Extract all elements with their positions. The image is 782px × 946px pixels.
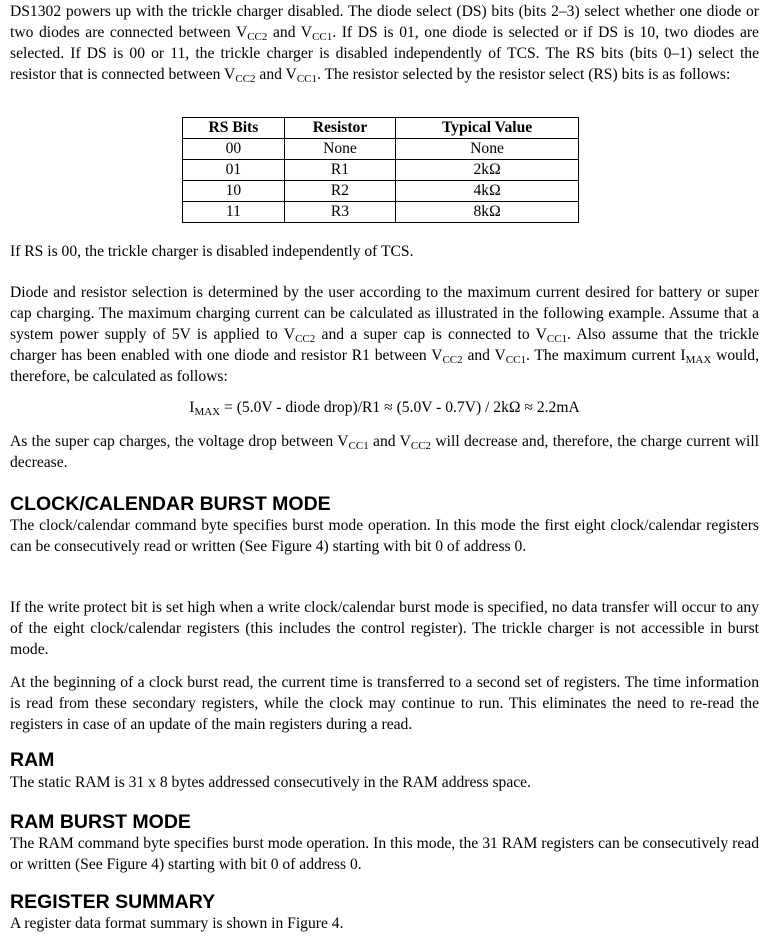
text-run: . Also assume that the trickle charger has been enabled with one diode and resistor R1 between V	[10, 326, 759, 364]
table-header-row	[183, 118, 579, 139]
table-cell: 2kΩ	[396, 160, 579, 181]
text-run: . The resistor selected by the resistor select (RS) bits is as follows:	[317, 66, 731, 83]
subscript-text: MAX	[194, 406, 221, 418]
section-heading-ram: RAM	[10, 749, 55, 771]
subscript-text: MAX	[685, 354, 712, 366]
table-row	[183, 139, 579, 160]
text-run: The clock/calendar command byte specifies burst mode operation. In this mode the first eight clock/calendar registers can be consecutively read or written (See Figure 4) starting with bit 0 of address 0.	[10, 517, 759, 555]
subscript-text: CC2	[295, 333, 316, 345]
table-cell: R1	[284, 160, 395, 181]
table-cell: R3	[284, 202, 395, 223]
subscript-text: CC2	[235, 73, 256, 85]
subscript-text: CC1	[296, 73, 317, 85]
column-header: Typical Value	[396, 118, 579, 139]
text-run: DS1302 powers up with the trickle charger disabled. The diode select (DS) bits (bits 2–3) select whether one diode or two diodes are connected between V	[10, 3, 759, 41]
text-run: and V	[462, 347, 506, 364]
text-run: = (5.0V - diode drop)/R1 ≈ (5.0V - 0.7V) / 2kΩ ≈ 2.2mA	[220, 399, 580, 416]
table-cell: 8kΩ	[396, 202, 579, 223]
imax-formula	[10, 397, 759, 418]
table-row	[183, 202, 579, 223]
text-run: and a super cap is connected to V	[315, 326, 547, 343]
table-cell: 11	[183, 202, 285, 223]
subscript-text: CC1	[348, 440, 369, 452]
text-run: I	[189, 399, 195, 416]
text-run: The RAM command byte specifies burst mode operation. In this mode, the 31 RAM registers can be consecutively read or written (See Figure 4) starting with bit 0 of address 0.	[10, 835, 759, 873]
column-header: RS Bits	[183, 118, 285, 139]
subscript-text: CC2	[247, 31, 268, 43]
text-run: . If DS is 01, one diode is selected or if DS is 10, two diodes are selected. If DS is 00 or 11, the trickle charger is disabled independently of TCS. The RS bits (bits 0–1) select the resistor that is connected between V	[10, 24, 759, 83]
text-run: would, therefore, be calculated as follows:	[10, 347, 759, 385]
subscript-text: CC1	[505, 354, 526, 366]
register-summary-paragraph	[10, 913, 759, 934]
rs-bits-table	[182, 117, 579, 223]
subscript-text: CC2	[442, 354, 463, 366]
text-run: and V	[255, 66, 297, 83]
table-cell: 4kΩ	[396, 181, 579, 202]
selection-paragraph	[10, 282, 759, 387]
column-header: Resistor	[284, 118, 395, 139]
text-run: . The maximum current I	[525, 347, 686, 364]
subscript-text: CC2	[410, 440, 432, 452]
table-cell: None	[396, 139, 579, 160]
subscript-text: CC1	[312, 31, 333, 43]
section-heading-register-summary: REGISTER SUMMARY	[10, 891, 216, 913]
subscript-text: CC1	[546, 333, 568, 345]
text-run: If RS is 00, the trickle charger is disabled independently of TCS.	[10, 243, 414, 260]
table-row	[183, 181, 579, 202]
table-cell: 10	[183, 181, 285, 202]
text-run: As the super cap charges, the voltage drop between V	[10, 433, 349, 450]
text-run: will decrease and, therefore, the charge current will decrease.	[10, 433, 759, 471]
trickle-charger-paragraph	[10, 1, 759, 85]
table-cell: R2	[284, 181, 395, 202]
table-cell: 01	[183, 160, 285, 181]
rs-disabled-paragraph	[10, 241, 759, 262]
burst-paragraph-3	[10, 672, 759, 735]
ram-paragraph	[10, 772, 759, 793]
super-cap-paragraph	[10, 431, 759, 473]
burst-paragraph-2	[10, 597, 759, 660]
text-run: At the beginning of a clock burst read, the current time is transferred to a second set of registers. The time information is read from these secondary registers, while the clock may continue to run. This eliminates the need to re-read the registers in case of an update of the main registers during a read.	[10, 674, 759, 733]
text-run: If the write protect bit is set high when a write clock/calendar burst mode is specified, no data transfer will occur to any of the eight clock/calendar registers (this includes the control register). The trickle charger is not accessible in burst mode.	[10, 599, 759, 658]
text-run: The static RAM is 31 x 8 bytes addressed consecutively in the RAM address space.	[10, 774, 531, 791]
table-cell: None	[284, 139, 395, 160]
burst-paragraph-1	[10, 515, 759, 557]
text-run: and V	[267, 24, 313, 41]
section-heading-burst: CLOCK/CALENDAR BURST MODE	[10, 493, 331, 515]
table-row	[183, 160, 579, 181]
ram-burst-paragraph	[10, 833, 759, 875]
text-run: Diode and resistor selection is determined by the user according to the maximum current desired for battery or super cap charging. The maximum charging current can be calculated as illustrated in the following example. Assume that a system power supply of 5V is applied to V	[10, 284, 759, 343]
table-cell: 00	[183, 139, 285, 160]
text-run: A register data format summary is shown in Figure 4.	[10, 915, 344, 932]
text-run: and V	[368, 433, 411, 450]
section-heading-ram-burst: RAM BURST MODE	[10, 811, 191, 833]
